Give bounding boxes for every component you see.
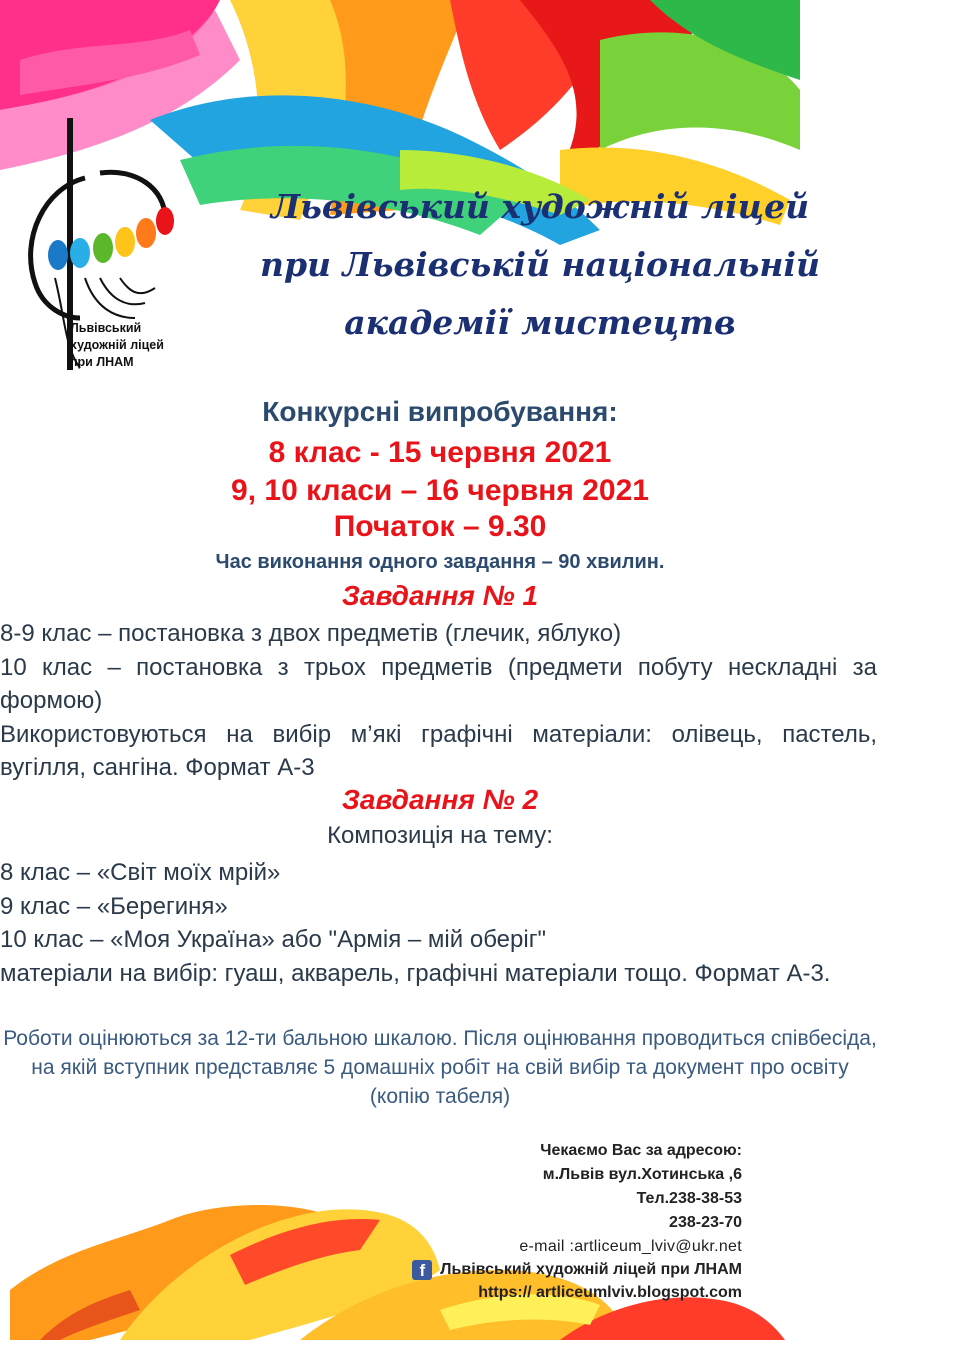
contact-address: м.Львів вул.Хотинська ,6 [542,1166,742,1183]
task-1-line-3: Використовуються на вибір м’які графічні матеріали: олівець, пастель, вугілля, сангіна. Формат А-3 [0,721,877,781]
contact-website[interactable]: https:// artliceumlviv.blogspot.com [478,1284,742,1301]
task-1-title: Завдання № 1 [341,580,539,611]
contact-email[interactable]: e-mail :artliceum_lviv@ukr.net [519,1238,742,1255]
task-2-line-2: 9 клас – «Берегиня» [0,893,228,920]
start-time: Початок – 9.30 [333,510,547,543]
task-2-line-1: 8 клас – «Світ моїх мрій» [0,859,281,886]
evaluation-note: Роботи оцінюються за 12-ти бальною шкалою. Після оцінювання проводиться співбесіда, на якій вступник представляє 5 домашніх робіт на свій вибір та документ про освіту (копію табеля) [3,1027,877,1108]
task-2-subtitle: Композиція на тему: [327,822,553,849]
task-2-title: Завдання № 2 [341,784,539,815]
exams-heading: Конкурсні випробування: [262,396,618,427]
facebook-icon: f [412,1260,432,1280]
school-title [250,178,830,352]
duration-note: Час виконання одного завдання – 90 хвилин. [215,551,665,573]
facebook-link-text[interactable]: Львівський художній ліцей при ЛНАМ [440,1261,742,1278]
task-2-line-4: матеріали на вибір: гуаш, акварель, графічні матеріали тощо. Формат А-3. [0,960,831,987]
contact-phone-2: 238-23-70 [669,1214,742,1231]
date-grade-8: 8 клас - 15 червня 2021 [268,436,612,469]
task-1-line-1: 8-9 клас – постановка з двох предметів (глечик, яблуко) [0,620,622,647]
task-1-line-2: 10 клас – постановка з трьох предметів (предмети побуту нескладні за формою) [0,654,877,714]
logo-line-1: Львівський [70,321,142,335]
contact-phone-1: Тел.238-38-53 [636,1190,742,1207]
school-title-line-3: академії мистецтв [344,303,736,342]
logo-line-2: художній ліцей [70,338,164,352]
contact-intro: Чекаємо Вас за адресою: [540,1142,742,1159]
logo-caption [70,320,200,371]
task-2-line-3: 10 клас – «Моя Україна» або "Армія – мій оберіг" [0,926,546,953]
date-grades-9-10: 9, 10 класи – 16 червня 2021 [231,474,649,507]
school-title-line-2: при Львівській національній [259,245,821,284]
school-title-line-1: Львівський художній ліцей [270,187,810,226]
logo-line-3: при ЛНАМ [70,355,134,369]
